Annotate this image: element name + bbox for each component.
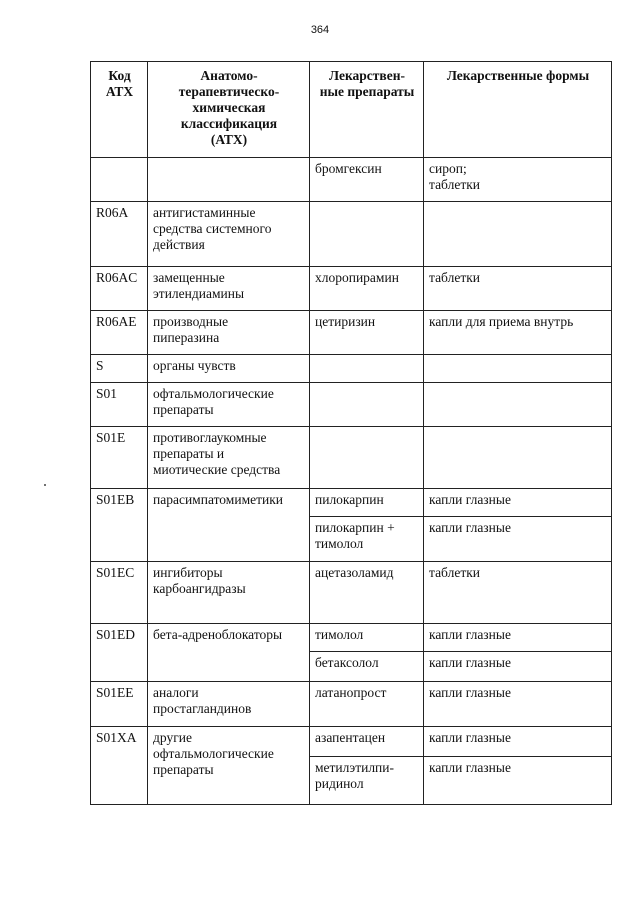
- drug-line: метилэтилпи-: [315, 760, 394, 775]
- atc-name-cell: [148, 427, 310, 489]
- atc-name-cell: [148, 158, 310, 202]
- drug-cell: [310, 427, 424, 489]
- drug-cell: [310, 652, 424, 682]
- drug-line: хлоропирамин: [315, 270, 399, 285]
- header-line: АТХ: [105, 84, 134, 99]
- dosage-form-line: капли глазные: [429, 627, 511, 642]
- atc-name-cell: [148, 202, 310, 267]
- table-row: [91, 267, 612, 311]
- dosage-form-cell: [424, 517, 612, 562]
- drug-line: цетиризин: [315, 314, 376, 329]
- drug-cell: [310, 489, 424, 517]
- atc-code-line: S01EB: [96, 492, 135, 507]
- atc-code-line: S01ED: [96, 627, 136, 642]
- drug-line: бетаксолол: [315, 655, 379, 670]
- dosage-form-cell: [424, 267, 612, 311]
- header-drugs: [310, 62, 424, 158]
- atc-code-cell: [91, 682, 148, 727]
- header-line: Лекарственные формы: [446, 68, 590, 83]
- atc-name-line: средства системного: [153, 221, 272, 236]
- dosage-form-line: капли глазные: [429, 492, 511, 507]
- atc-name-line: простагландинов: [153, 701, 252, 716]
- table-row: [91, 682, 612, 727]
- atc-code-cell: [91, 383, 148, 427]
- atc-code-line: R06A: [96, 205, 129, 220]
- atc-code-cell: [91, 311, 148, 355]
- atc-name-line: ингибиторы: [153, 565, 223, 580]
- drug-cell: [310, 517, 424, 562]
- drug-cell: [310, 624, 424, 652]
- table-row: [91, 489, 612, 517]
- atc-table: [90, 61, 612, 805]
- atc-name-line: замещенные: [153, 270, 225, 285]
- atc-name-cell: [148, 727, 310, 805]
- table-header-row: [91, 62, 612, 158]
- drug-line: бромгексин: [315, 161, 382, 176]
- header-line: химическая: [192, 100, 266, 115]
- table-row: [91, 562, 612, 624]
- table-row: [91, 427, 612, 489]
- atc-name-line: производные: [153, 314, 229, 329]
- table-body: [91, 158, 612, 805]
- dosage-form-cell: [424, 489, 612, 517]
- atc-name-line: другие: [153, 730, 192, 745]
- atc-code-cell: [91, 489, 148, 562]
- dosage-form-line: таблетки: [429, 270, 481, 285]
- drug-cell: [310, 202, 424, 267]
- atc-name-cell: [148, 267, 310, 311]
- header-line: Анатомо-: [200, 68, 258, 83]
- atc-name-line: действия: [153, 237, 205, 252]
- dosage-form-cell: [424, 355, 612, 383]
- atc-name-cell: [148, 311, 310, 355]
- header-line: классификация: [180, 116, 278, 131]
- dosage-form-cell: [424, 383, 612, 427]
- dosage-form-line: таблетки: [429, 565, 481, 580]
- atc-code-cell: [91, 158, 148, 202]
- dosage-form-line: капли глазные: [429, 655, 511, 670]
- dosage-form-cell: [424, 562, 612, 624]
- header-line: терапевтическо-: [178, 84, 280, 99]
- atc-name-cell: [148, 489, 310, 562]
- atc-code-line: S01EE: [96, 685, 134, 700]
- dosage-form-cell: [424, 427, 612, 489]
- atc-name-line: парасимпатомиметики: [153, 492, 284, 507]
- drug-line: пилокарпин: [315, 492, 384, 507]
- dosage-form-cell: [424, 624, 612, 652]
- dosage-form-line: капли глазные: [429, 520, 511, 535]
- header-line: Код: [108, 68, 131, 83]
- drug-cell: [310, 267, 424, 311]
- table-row: [91, 383, 612, 427]
- atc-code-line: R06AC: [96, 270, 138, 285]
- drug-line: пилокарпин +: [315, 520, 395, 535]
- atc-name-cell: [148, 624, 310, 682]
- atc-code-line: S01E: [96, 430, 126, 445]
- atc-code-line: S: [96, 358, 104, 373]
- dosage-form-cell: [424, 311, 612, 355]
- atc-name-line: офтальмологические: [153, 746, 274, 761]
- drug-cell: [310, 682, 424, 727]
- table-row: [91, 624, 612, 652]
- table-row: [91, 158, 612, 202]
- atc-name-line: этилендиамины: [153, 286, 245, 301]
- dosage-form-line: капли глазные: [429, 685, 511, 700]
- drug-cell: [310, 757, 424, 805]
- atc-code-cell: [91, 202, 148, 267]
- drug-line: тимолол: [315, 627, 364, 642]
- drug-line: ридинол: [315, 776, 364, 791]
- drug-cell: [310, 355, 424, 383]
- drug-cell: [310, 562, 424, 624]
- atc-name-line: противоглаукомные: [153, 430, 267, 445]
- header-line: ные препараты: [319, 84, 415, 99]
- atc-name-line: препараты и: [153, 446, 225, 461]
- atc-name-cell: [148, 383, 310, 427]
- dosage-form-cell: [424, 652, 612, 682]
- page-number: 364: [310, 24, 330, 36]
- dosage-form-cell: [424, 727, 612, 757]
- drug-line: ацетазоламид: [315, 565, 394, 580]
- drug-line: латанопрост: [315, 685, 387, 700]
- atc-name-line: антигистаминные: [153, 205, 256, 220]
- dosage-form-cell: [424, 202, 612, 267]
- atc-code-cell: [91, 355, 148, 383]
- dosage-form-cell: [424, 757, 612, 805]
- atc-code-cell: [91, 562, 148, 624]
- header-line: (АТХ): [210, 132, 248, 147]
- atc-name-cell: [148, 682, 310, 727]
- atc-code-cell: [91, 727, 148, 805]
- dosage-form-line: капли глазные: [429, 760, 511, 775]
- drug-line: азапентацен: [315, 730, 386, 745]
- atc-name-cell: [148, 562, 310, 624]
- atc-name-line: миотические средства: [153, 462, 281, 477]
- atc-code-line: R06AE: [96, 314, 137, 329]
- atc-code-line: S01EC: [96, 565, 135, 580]
- atc-name-line: бета-адреноблокаторы: [153, 627, 283, 642]
- atc-name-line: препараты: [153, 762, 214, 777]
- atc-name-cell: [148, 355, 310, 383]
- drug-cell: [310, 311, 424, 355]
- scan-speck: [44, 484, 46, 486]
- atc-name-line: препараты: [153, 402, 214, 417]
- atc-name-line: органы чувств: [153, 358, 236, 373]
- dosage-form-cell: [424, 158, 612, 202]
- table-row: [91, 202, 612, 267]
- drug-cell: [310, 383, 424, 427]
- dosage-form-cell: [424, 682, 612, 727]
- table-row: [91, 727, 612, 757]
- header-atc-code: [91, 62, 148, 158]
- table-row: [91, 311, 612, 355]
- header-atc-classification: [148, 62, 310, 158]
- atc-code-cell: [91, 427, 148, 489]
- dosage-form-line: сироп;: [429, 161, 467, 176]
- table-row: [91, 355, 612, 383]
- atc-code-cell: [91, 624, 148, 682]
- atc-name-line: карбоангидразы: [153, 581, 246, 596]
- atc-name-line: аналоги: [153, 685, 199, 700]
- dosage-form-line: капли для приема внутрь: [429, 314, 574, 329]
- atc-name-line: пиперазина: [153, 330, 220, 345]
- header-line: Лекарствен-: [329, 68, 405, 83]
- atc-code-cell: [91, 267, 148, 311]
- header-dosage-forms: [424, 62, 612, 158]
- dosage-form-line: капли глазные: [429, 730, 511, 745]
- drug-cell: [310, 727, 424, 757]
- atc-code-line: S01XA: [96, 730, 137, 745]
- dosage-form-line: таблетки: [429, 177, 481, 192]
- drug-line: тимолол: [315, 536, 364, 551]
- atc-name-line: офтальмологические: [153, 386, 274, 401]
- atc-code-line: S01: [96, 386, 118, 401]
- drug-cell: [310, 158, 424, 202]
